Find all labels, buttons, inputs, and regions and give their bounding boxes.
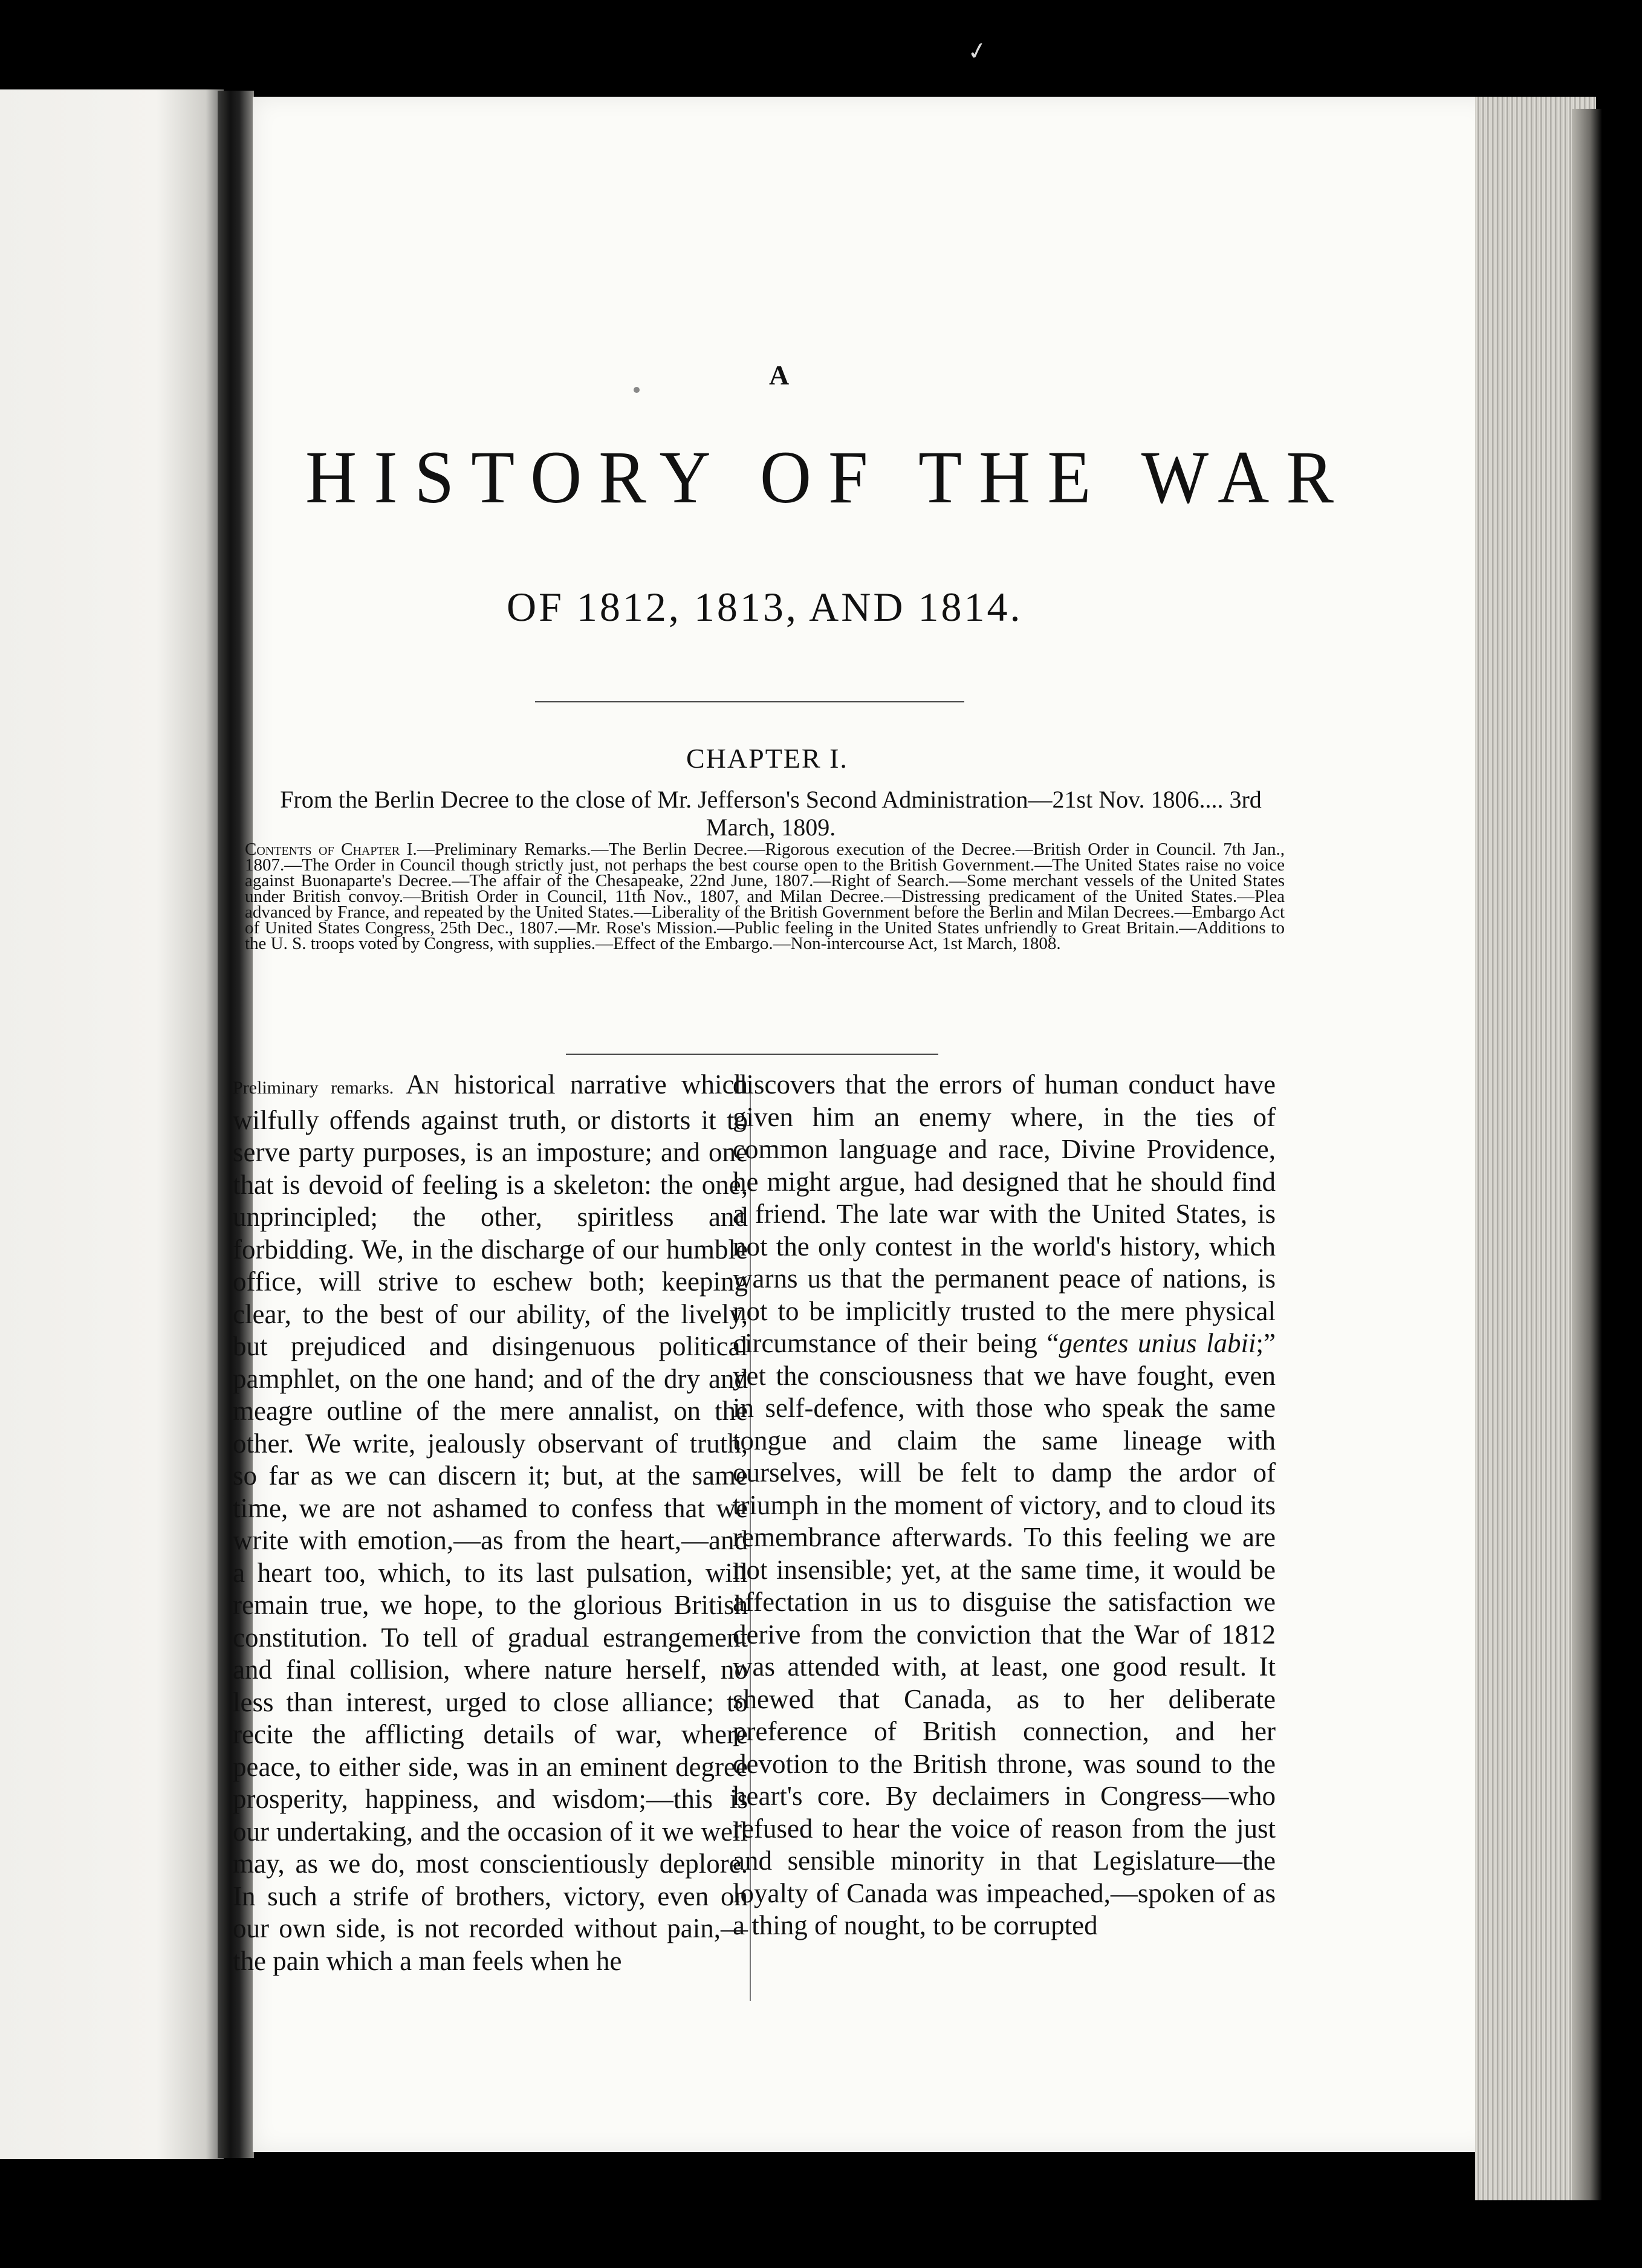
chapter-period: From the Berlin Decree to the close of Mr. Jefferson's Second Administration—21st Nov. 1806.... 3rd March, 1809. — [280, 786, 1262, 841]
facing-page — [0, 89, 224, 2159]
text-column-left — [233, 1069, 748, 1977]
book-fore-edge — [1572, 109, 1602, 2200]
marginal-note: Preliminary remarks. — [233, 1078, 394, 1098]
book-title: HISTORY OF THE WAR — [305, 435, 1351, 519]
latin-phrase: gentes unius labii — [1059, 1328, 1256, 1358]
title-divider — [535, 701, 964, 702]
ink-speck — [634, 387, 640, 393]
right-column-text-part2: ;” yet the consciousness that we have fought, even in self-defence, with those who speak the same tongue and claim the same lineage with ourselves, will be felt to damp the ardor of triumph in the moment of victory, and to cloud its remembrance afterwards. To this feeling we are not insensible; yet, at the same time, it would be affectation in us to disguise the satisfaction we derive from the conviction that the War of 1812 was attended with, at least, one good result. It shewed that Canada, as to her deliberate preference of British connection, and her devotion to the British throne, was sound to the heart's core. By declaimers in Congress—who refused to hear the voice of reason from the just and sensible minority in that Legislature—the loyalty of Canada was impeached,—spoken of as a thing of nought, to be corrupted — [733, 1328, 1276, 1940]
opening-words: An — [406, 1069, 440, 1100]
scan-mark-icon: ✓ — [965, 36, 990, 67]
chapter-heading: CHAPTER I. — [686, 743, 848, 774]
right-column-text-part1: discovers that the errors of human conduct have given him an enemy where, in the ties of common language and race, Divine Providence, he might argue, had designed that he should find a friend. The late war with the United States, is not the only contest in the world's history, which warns us that the permanent peace of nations, is not to be implicitly trusted to the mere physical circumstance of their being “ — [733, 1069, 1276, 1358]
contents-body: —Preliminary Remarks.—The Berlin Decree.—Rigorous execution of the Decree.—British Order in Council. 7th Jan., 1807.—The Order in Council though strictly just, not perhaps the best course open to the British Government.—The United States raise no voice against Buonaparte's Decree.—The affair of the Chesapeake, 22nd June, 1807.—Right of Search.—Some merchant vessels of the United States under British convoy.—British Order in Council, 11th Nov., 1807, and Milan Decree.—Distressing predicament of the United States.—Plea advanced by France, and repeated by the United States.—Liberality of the British Government before the Berlin and Milan Decrees.—Embargo Act of United States Congress, 25th Dec., 1807.—Mr. Rose's Mission.—Public feeling in the United States unfriendly to Great Britain.—Additions to the U. S. troops voted by Congress, with supplies.—Effect of the Embargo.—Non-intercourse Act, 1st March, 1808. — [245, 840, 1285, 953]
contents-lead: Contents of Chapter I. — [245, 840, 417, 859]
left-column-text: historical narrative which wilfully offends against truth, or distorts it to serve party purposes, is an imposture; and one that is devoid of feeling is a skeleton: the one, unprincipled; the other, spiritless and forbidding. We, in the discharge of our humble office, will strive to eschew both; keeping clear, to the best of our ability, of the lively, but prejudiced and disingenuous political pamphlet, on the one hand; and of the dry and meagre outline of the mere annalist, on the other. We write, jealously observant of truth, so far as we can discern it; but, at the same time, we are not ashamed to confess that we write with emotion,—as from the heart,—and a heart too, which, to its last pulsation, will remain true, we hope, to the glorious British constitution. To tell of gradual estrangement and final collision, where nature herself, no less than interest, urged to close alliance; to recite the afflicting details of war, where peace, to either side, was in an eminent degree prosperity, happiness, and wisdom;—this is our undertaking, and the occasion of it we well may, as we do, most conscientiously deplore. In such a strife of brothers, victory, even on our own side, is not recorded without pain,—the pain which a man feels when he — [233, 1069, 748, 1976]
chapter-contents — [245, 841, 1285, 951]
title-article: A — [769, 360, 791, 390]
book-subtitle: OF 1812, 1813, AND 1814. — [507, 584, 1023, 630]
text-column-right — [733, 1069, 1276, 1942]
contents-divider — [566, 1054, 938, 1055]
